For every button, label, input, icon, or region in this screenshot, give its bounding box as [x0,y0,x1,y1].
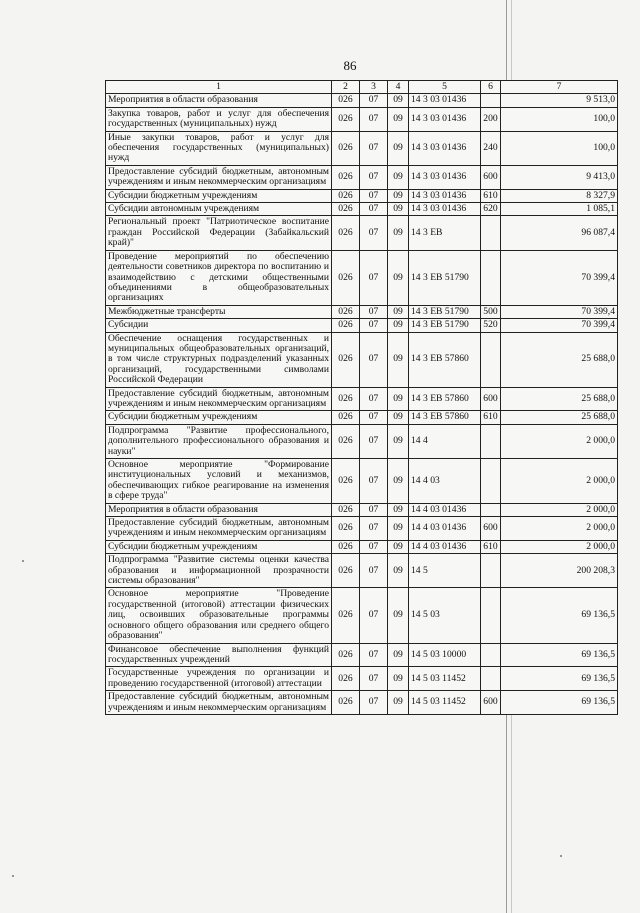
table-row [106,424,618,458]
row-ministry-code-cell: 026 [332,424,360,458]
row-section-cell: 07 [360,667,388,691]
row-subsection-cell: 09 [388,667,409,691]
row-name-cell: Региональный проект "Патриотическое воспитание граждан Российской Федерации (Забайкальский край)" [106,216,332,250]
row-expense-type-cell: 620 [481,203,501,216]
row-amount-cell: 70 399,4 [501,305,618,318]
row-amount-cell: 2 000,0 [501,540,618,553]
row-section-cell: 07 [360,691,388,715]
table-row [106,691,618,715]
row-section-cell: 07 [360,131,388,165]
table-row [106,503,618,516]
row-amount-cell: 69 136,5 [501,588,618,643]
row-subsection-cell: 09 [388,319,409,332]
row-section-cell: 07 [360,554,388,588]
row-section-cell: 07 [360,189,388,202]
row-name-cell: Подпрограмма "Развитие профессионального, дополнительного профессионального образования и науки" [106,424,332,458]
row-target-article-cell: 14 5 03 10000 [409,643,481,667]
row-name-cell: Предоставление субсидий бюджетным, автономным учреждениям и иным некоммерческим организациям [106,165,332,189]
row-subsection-cell: 09 [388,554,409,588]
scan-speck [22,560,24,562]
row-ministry-code-cell: 026 [332,203,360,216]
row-name-cell: Субсидии бюджетным учреждениям [106,411,332,424]
table-header-row [106,81,618,94]
row-ministry-code-cell: 026 [332,554,360,588]
row-expense-type-cell [481,667,501,691]
scan-speck [12,875,14,877]
table-row [106,517,618,541]
row-amount-cell: 8 327,9 [501,189,618,202]
row-subsection-cell: 09 [388,189,409,202]
row-name-cell: Государственные учреждения по организации и проведению государственной (итоговой) аттестации [106,667,332,691]
table-row [106,131,618,165]
table-row [106,107,618,131]
row-expense-type-cell [481,643,501,667]
row-name-cell: Обеспечение оснащения государственных и муниципальных общеобразовательных организаций, в том числе структурных подразделений указанных организаций, государственными символами Российской Федерации [106,332,332,387]
row-name-cell: Основное мероприятие "Проведение государственной (итоговой) аттестации физических лиц, освоивших образовательные программы основного общего образования или среднего общего образования" [106,588,332,643]
row-subsection-cell: 09 [388,216,409,250]
row-ministry-code-cell: 026 [332,517,360,541]
row-section-cell: 07 [360,411,388,424]
row-expense-type-cell [481,424,501,458]
row-name-cell: Предоставление субсидий бюджетным, автономным учреждениям и иным некоммерческим организациям [106,387,332,411]
table-row [106,94,618,107]
row-amount-cell: 25 688,0 [501,411,618,424]
row-subsection-cell: 09 [388,165,409,189]
row-name-cell: Проведение мероприятий по обеспечению деятельности советников директора по воспитанию и взаимодействию с детскими общественными объединениями в общеобразовательных организациях [106,250,332,305]
row-target-article-cell: 14 3 ЕВ 51790 [409,250,481,305]
table-row [106,411,618,424]
row-ministry-code-cell: 026 [332,94,360,107]
row-subsection-cell: 09 [388,540,409,553]
row-section-cell: 07 [360,387,388,411]
row-expense-type-cell: 500 [481,305,501,318]
row-expense-type-cell: 520 [481,319,501,332]
row-section-cell: 07 [360,305,388,318]
budget-table [105,80,618,715]
row-subsection-cell: 09 [388,459,409,504]
row-amount-cell: 70 399,4 [501,250,618,305]
row-amount-cell: 2 000,0 [501,424,618,458]
row-name-cell: Основное мероприятие "Формирование институциональных условий и механизмов, обеспечивающих гибкое реагирование на изменения в сфере труда" [106,459,332,504]
row-amount-cell: 96 087,4 [501,216,618,250]
header-cell: 7 [501,81,618,94]
table-row [106,189,618,202]
table-row [106,165,618,189]
row-name-cell: Мероприятия в области образования [106,94,332,107]
row-name-cell: Предоставление субсидий бюджетным, автономным учреждениям и иным некоммерческим организациям [106,517,332,541]
row-section-cell: 07 [360,588,388,643]
table-row [106,459,618,504]
scan-speck [560,855,562,857]
row-section-cell: 07 [360,250,388,305]
row-expense-type-cell: 200 [481,107,501,131]
row-ministry-code-cell: 026 [332,250,360,305]
table-row [106,332,618,387]
row-amount-cell: 1 085,1 [501,203,618,216]
table-row [106,305,618,318]
row-name-cell: Подпрограмма "Развитие системы оценки качества образования и информационной прозрачности системы образования" [106,554,332,588]
row-amount-cell: 25 688,0 [501,332,618,387]
header-cell: 5 [409,81,481,94]
row-target-article-cell: 14 3 ЕВ 51790 [409,305,481,318]
row-expense-type-cell: 610 [481,189,501,202]
row-expense-type-cell [481,503,501,516]
row-subsection-cell: 09 [388,131,409,165]
row-section-cell: 07 [360,332,388,387]
row-section-cell: 07 [360,165,388,189]
row-section-cell: 07 [360,459,388,504]
row-target-article-cell: 14 3 03 01436 [409,165,481,189]
row-ministry-code-cell: 026 [332,216,360,250]
row-ministry-code-cell: 026 [332,107,360,131]
table-row [106,319,618,332]
row-expense-type-cell: 610 [481,540,501,553]
row-amount-cell: 69 136,5 [501,667,618,691]
row-amount-cell: 2 000,0 [501,503,618,516]
budget-table-body [106,81,618,715]
row-section-cell: 07 [360,94,388,107]
row-amount-cell: 2 000,0 [501,459,618,504]
row-subsection-cell: 09 [388,691,409,715]
row-ministry-code-cell: 026 [332,540,360,553]
row-target-article-cell: 14 4 03 01436 [409,517,481,541]
row-name-cell: Закупка товаров, работ и услуг для обеспечения государственных (муниципальных) нужд [106,107,332,131]
row-expense-type-cell: 600 [481,387,501,411]
row-target-article-cell: 14 3 ЕВ 57860 [409,387,481,411]
row-amount-cell: 9 413,0 [501,165,618,189]
row-target-article-cell: 14 5 03 11452 [409,691,481,715]
row-name-cell: Межбюджетные трансферты [106,305,332,318]
row-ministry-code-cell: 026 [332,691,360,715]
row-section-cell: 07 [360,216,388,250]
table-row [106,554,618,588]
row-expense-type-cell: 600 [481,165,501,189]
row-target-article-cell: 14 5 [409,554,481,588]
row-subsection-cell: 09 [388,643,409,667]
row-subsection-cell: 09 [388,305,409,318]
row-name-cell: Мероприятия в области образования [106,503,332,516]
table-row [106,588,618,643]
row-target-article-cell: 14 3 ЕВ [409,216,481,250]
row-ministry-code-cell: 026 [332,131,360,165]
row-expense-type-cell [481,459,501,504]
header-cell: 6 [481,81,501,94]
row-name-cell: Субсидии [106,319,332,332]
row-subsection-cell: 09 [388,94,409,107]
row-ministry-code-cell: 026 [332,411,360,424]
row-subsection-cell: 09 [388,387,409,411]
row-target-article-cell: 14 5 03 11452 [409,667,481,691]
table-row [106,387,618,411]
row-section-cell: 07 [360,540,388,553]
table-row [106,643,618,667]
row-target-article-cell: 14 3 03 01436 [409,107,481,131]
row-name-cell: Иные закупки товаров, работ и услуг для обеспечения государственных (муниципальных) нужд [106,131,332,165]
row-target-article-cell: 14 3 ЕВ 57860 [409,332,481,387]
row-name-cell: Субсидии бюджетным учреждениям [106,540,332,553]
row-expense-type-cell [481,216,501,250]
row-expense-type-cell: 600 [481,517,501,541]
row-expense-type-cell: 610 [481,411,501,424]
row-subsection-cell: 09 [388,411,409,424]
row-section-cell: 07 [360,503,388,516]
row-ministry-code-cell: 026 [332,588,360,643]
row-amount-cell: 100,0 [501,107,618,131]
row-section-cell: 07 [360,517,388,541]
row-ministry-code-cell: 026 [332,189,360,202]
row-ministry-code-cell: 026 [332,667,360,691]
row-subsection-cell: 09 [388,517,409,541]
header-cell: 1 [106,81,332,94]
row-amount-cell: 200 208,3 [501,554,618,588]
row-ministry-code-cell: 026 [332,332,360,387]
row-amount-cell: 70 399,4 [501,319,618,332]
row-ministry-code-cell: 026 [332,165,360,189]
row-amount-cell: 69 136,5 [501,691,618,715]
row-section-cell: 07 [360,424,388,458]
row-target-article-cell: 14 3 ЕВ 51790 [409,319,481,332]
row-subsection-cell: 09 [388,203,409,216]
row-expense-type-cell [481,588,501,643]
row-ministry-code-cell: 026 [332,387,360,411]
row-section-cell: 07 [360,643,388,667]
row-target-article-cell: 14 3 03 01436 [409,189,481,202]
row-ministry-code-cell: 026 [332,503,360,516]
header-cell: 4 [388,81,409,94]
row-target-article-cell: 14 5 03 [409,588,481,643]
row-expense-type-cell: 600 [481,691,501,715]
table-row [106,203,618,216]
row-amount-cell: 100,0 [501,131,618,165]
row-name-cell: Финансовое обеспечение выполнения функций государственных учреждений [106,643,332,667]
row-amount-cell: 25 688,0 [501,387,618,411]
row-target-article-cell: 14 3 03 01436 [409,203,481,216]
header-cell: 3 [360,81,388,94]
row-ministry-code-cell: 026 [332,305,360,318]
table-row [106,540,618,553]
row-amount-cell: 2 000,0 [501,517,618,541]
row-subsection-cell: 09 [388,424,409,458]
row-ministry-code-cell: 026 [332,459,360,504]
row-subsection-cell: 09 [388,503,409,516]
row-target-article-cell: 14 3 ЕВ 57860 [409,411,481,424]
row-ministry-code-cell: 026 [332,319,360,332]
row-target-article-cell: 14 3 03 01436 [409,94,481,107]
row-expense-type-cell [481,332,501,387]
row-expense-type-cell [481,554,501,588]
table-row [106,216,618,250]
table-row [106,667,618,691]
row-expense-type-cell [481,94,501,107]
row-target-article-cell: 14 4 03 01436 [409,540,481,553]
row-expense-type-cell [481,250,501,305]
row-section-cell: 07 [360,203,388,216]
row-target-article-cell: 14 3 03 01436 [409,131,481,165]
row-amount-cell: 9 513,0 [501,94,618,107]
row-target-article-cell: 14 4 [409,424,481,458]
row-expense-type-cell: 240 [481,131,501,165]
row-subsection-cell: 09 [388,332,409,387]
row-amount-cell: 69 136,5 [501,643,618,667]
row-target-article-cell: 14 4 03 01436 [409,503,481,516]
row-ministry-code-cell: 026 [332,643,360,667]
row-target-article-cell: 14 4 03 [409,459,481,504]
row-section-cell: 07 [360,319,388,332]
header-cell: 2 [332,81,360,94]
row-subsection-cell: 09 [388,107,409,131]
table-row [106,250,618,305]
row-name-cell: Субсидии автономным учреждениям [106,203,332,216]
page-number: 86 [343,58,357,73]
row-subsection-cell: 09 [388,588,409,643]
row-name-cell: Предоставление субсидий бюджетным, автономным учреждениям и иным некоммерческим организациям [106,691,332,715]
row-section-cell: 07 [360,107,388,131]
row-name-cell: Субсидии бюджетным учреждениям [106,189,332,202]
row-subsection-cell: 09 [388,250,409,305]
